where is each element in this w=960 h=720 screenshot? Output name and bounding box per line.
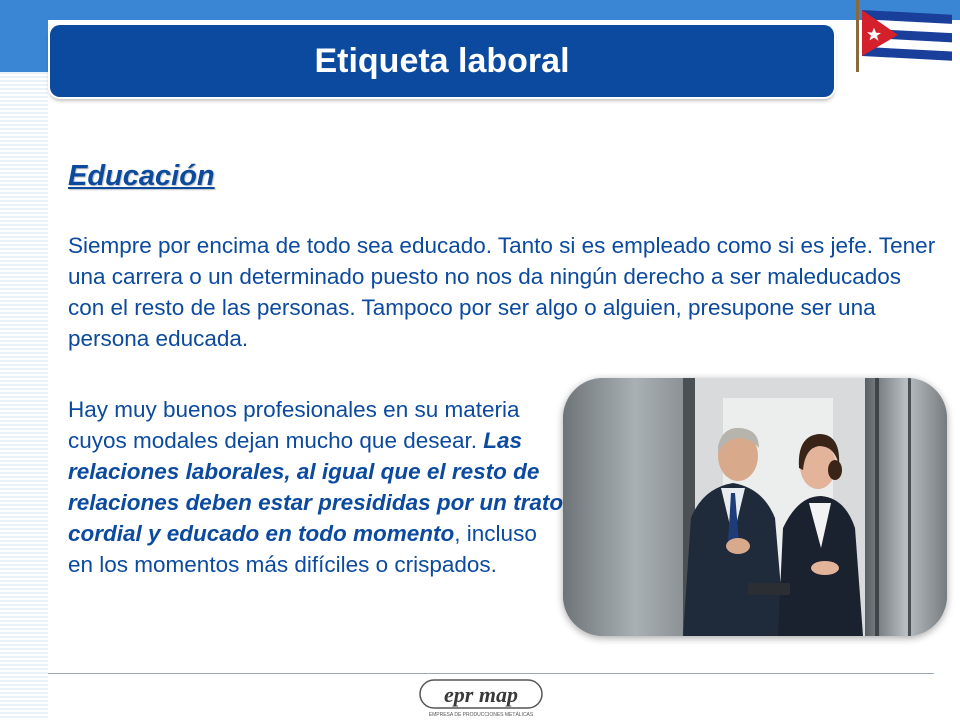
slide-title: Etiqueta laboral (314, 41, 570, 80)
left-stripes (0, 20, 48, 720)
paragraph-1: Siempre por encima de todo sea educado. Tanto si es empleado como si es jefe. Tener una carrera o un determinado puesto no nos da ningún derecho a ser maleducados con el resto de las personas. Tampoco por ser algo o alguien, presupone ser una persona educada. (68, 233, 936, 351)
top-band (0, 0, 960, 20)
paragraph-2-emphasis: Las relaciones laborales, al igual que el resto de relaciones deben estar presididas por un trato cordial y educado en todo momento (68, 428, 564, 546)
cuba-flag-icon (856, 0, 956, 72)
logo-subtitle: EMPRESA DE PRODUCCIONES METÁLICAS (428, 712, 534, 718)
paragraph-2-intro: Hay muy buenos profesionales en su materia cuyos modales dejan mucho que desear. (68, 397, 520, 453)
footer-divider (48, 673, 934, 674)
title-bar (50, 25, 834, 97)
section-heading: Educación (68, 160, 215, 192)
eprmap-logo-icon (416, 676, 546, 720)
logo-text: epr map (444, 682, 518, 707)
paragraph-2 (68, 394, 568, 580)
business-people-elevator-photo (563, 378, 947, 636)
left-accent-block (0, 20, 48, 72)
paragraph-2-end: , incluso en los momentos más difíciles o crispados. (68, 521, 537, 577)
